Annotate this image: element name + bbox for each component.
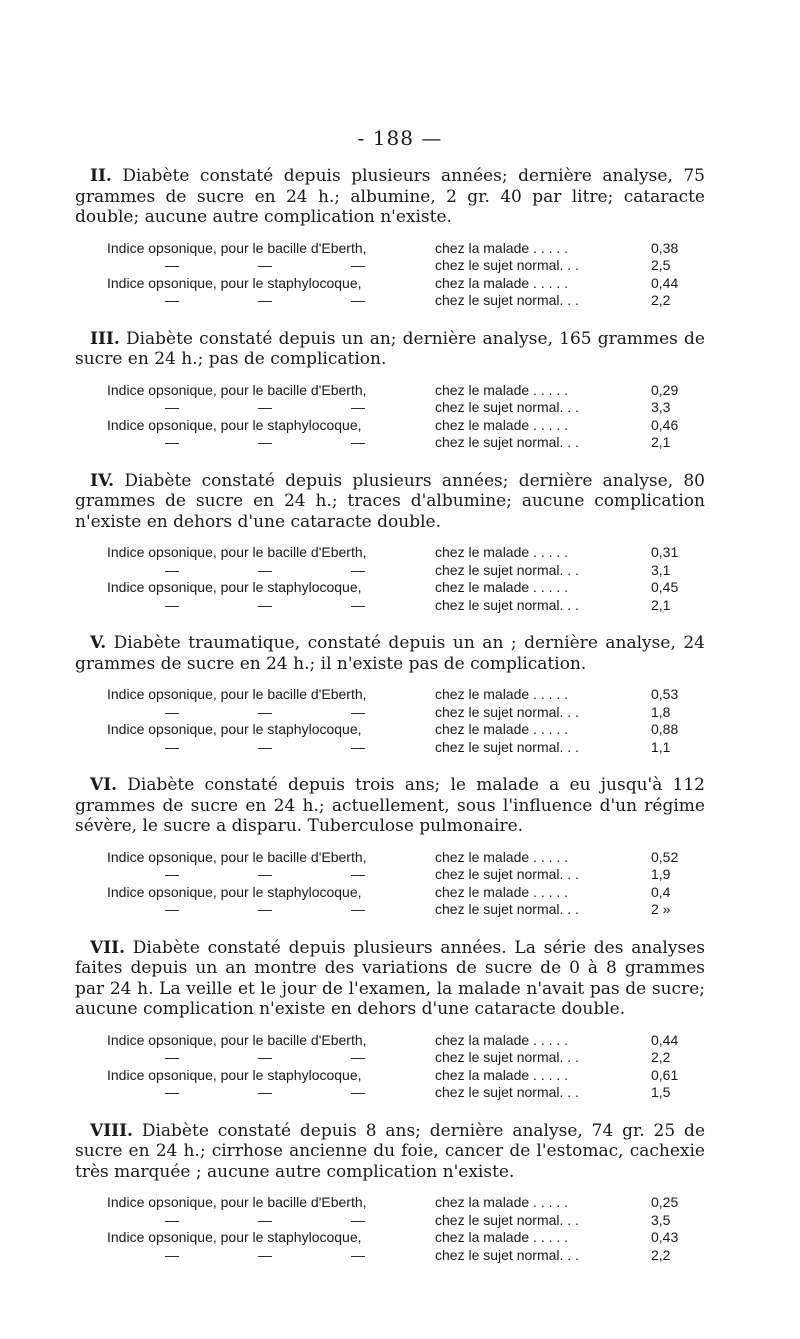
case-description: Diabète constaté depuis plusieurs années; dernière analyse, 75 grammes de sucre en 24 h.; albumine, 2 gr. 40 par litre; cataracte double; aucune autre complication n'existe.	[75, 166, 705, 227]
table-row	[75, 275, 705, 293]
opsonic-index-table	[75, 1032, 705, 1102]
ditto-dash: —	[351, 703, 365, 720]
ditto-dash: —	[258, 1049, 272, 1065]
subject-label: chez le sujet normal. . .	[435, 292, 579, 308]
index-value: 3,1	[651, 561, 671, 578]
table-row	[75, 849, 705, 867]
case-number: VIII.	[90, 1120, 133, 1141]
ditto-dash: —	[258, 257, 272, 273]
ditto-marks	[75, 866, 435, 882]
opsonic-index-table	[75, 544, 705, 614]
table-row	[75, 901, 705, 919]
index-label: Indice opsonique, pour le bacille d'Eberth,	[107, 1194, 367, 1210]
ditto-dash: —	[351, 1246, 365, 1263]
subject-label: chez le sujet normal. . .	[435, 1084, 579, 1100]
table-row	[75, 1049, 705, 1067]
table-row	[75, 1067, 705, 1085]
ditto-marks	[75, 562, 435, 578]
ditto-dash: —	[351, 866, 365, 882]
ditto-dash: —	[351, 292, 365, 308]
subject-label: chez la malade . . . . .	[435, 239, 569, 256]
table-row	[75, 399, 705, 417]
ditto-dash: —	[165, 901, 179, 917]
opsonic-index-table	[75, 1194, 705, 1264]
table-row	[75, 1229, 705, 1247]
index-label: Indice opsonique, pour le bacille d'Eberth,	[107, 686, 367, 702]
page-number: - 188 —	[357, 126, 443, 150]
subject-label: chez le malade . . . . .	[435, 721, 569, 737]
case-paragraph	[75, 166, 705, 228]
case-paragraph	[75, 938, 705, 1020]
subject-label: chez le sujet normal. . .	[435, 399, 579, 415]
index-value: 2 »	[651, 901, 671, 917]
ditto-dash: —	[351, 1084, 365, 1100]
subject-label: chez le sujet normal. . .	[435, 866, 579, 882]
case-paragraph	[75, 1121, 705, 1183]
index-label: Indice opsonique, pour le staphylocoque,	[107, 274, 362, 291]
table-row	[75, 544, 705, 562]
table-row	[75, 562, 705, 580]
case-paragraph	[75, 775, 705, 837]
index-label: Indice opsonique, pour le staphylocoque,	[107, 721, 362, 737]
ditto-dash: —	[165, 1246, 179, 1263]
ditto-dash: —	[165, 257, 179, 273]
subject-label: chez le malade . . . . .	[435, 579, 569, 595]
ditto-marks	[75, 434, 435, 450]
ditto-dash: —	[351, 561, 365, 578]
index-label: Indice opsonique, pour le staphylocoque,	[107, 1229, 362, 1245]
table-row	[75, 884, 705, 902]
ditto-marks	[75, 901, 435, 917]
subject-label: chez le malade . . . . .	[435, 848, 569, 865]
case-number: VII.	[90, 937, 126, 958]
subject-label: chez la malade . . . . .	[435, 1066, 569, 1083]
case-number: II.	[90, 166, 112, 186]
index-value: 0,61	[651, 1066, 679, 1083]
index-label: Indice opsonique, pour le bacille d'Eberth,	[107, 239, 367, 256]
ditto-dash: —	[351, 738, 365, 755]
table-row	[75, 579, 705, 597]
ditto-dash: —	[165, 292, 179, 308]
ditto-dash: —	[165, 399, 179, 415]
subject-label: chez le malade . . . . .	[435, 381, 569, 398]
subject-label: chez le sujet normal. . .	[435, 1049, 579, 1065]
ditto-dash: —	[165, 1084, 179, 1100]
ditto-dash: —	[258, 738, 272, 755]
ditto-marks	[75, 292, 435, 308]
ditto-dash: —	[351, 434, 365, 450]
ditto-marks	[75, 739, 435, 755]
subject-label: chez le malade . . . . .	[435, 544, 569, 560]
subject-label: chez le sujet normal. . .	[435, 596, 579, 613]
subject-label: chez le sujet normal. . .	[435, 257, 579, 273]
ditto-dash: —	[258, 399, 272, 415]
ditto-marks	[75, 704, 435, 720]
case-description: Diabète constaté depuis plusieurs années. La série des analyses faites depuis un an montre des variations de sucre de 0 à 8 grammes par 24 h. La veille et le jour de l'examen, la malade n'avait pas de sucre; aucune complication n'existe en dehors d'une cataracte double.	[75, 937, 705, 1019]
index-value: 3,3	[651, 399, 671, 415]
opsonic-index-table	[75, 240, 705, 310]
index-value: 0,43	[651, 1229, 679, 1245]
index-value: 0,44	[651, 1031, 679, 1048]
ditto-dash: —	[351, 596, 365, 613]
subject-label: chez le sujet normal. . .	[435, 703, 579, 720]
table-row	[75, 866, 705, 884]
index-value: 2,2	[651, 1246, 671, 1263]
ditto-dash: —	[258, 292, 272, 308]
index-value: 1,1	[651, 738, 671, 755]
case-number: VI.	[90, 775, 118, 795]
ditto-marks	[75, 1049, 435, 1065]
case-description: Diabète constaté depuis trois ans; le malade a eu jusqu'à 112 grammes de sucre en 24 h.; actuellement, sous l'influence d'un régime sévère, le sucre a disparu. Tuberculose pulmonaire.	[75, 775, 705, 836]
ditto-dash: —	[258, 1246, 272, 1263]
ditto-dash: —	[258, 703, 272, 720]
case-paragraph	[75, 633, 705, 674]
ditto-marks	[75, 1212, 435, 1228]
subject-label: chez le sujet normal. . .	[435, 1246, 579, 1263]
ditto-dash: —	[165, 1211, 179, 1228]
ditto-dash: —	[165, 561, 179, 578]
index-value: 1,5	[651, 1084, 671, 1100]
page-body	[75, 166, 705, 1283]
case-description: Diabète constaté depuis 8 ans; dernière analyse, 74 gr. 25 de sucre en 24 h.; cirrhose ancienne du foie, cancer de l'estomac, cachexie très marquée ; aucune autre complication n'existe.	[75, 1120, 705, 1182]
table-row	[75, 739, 705, 757]
index-value: 0,38	[651, 239, 679, 256]
subject-label: chez la malade . . . . .	[435, 1194, 569, 1210]
table-row	[75, 257, 705, 275]
index-label: Indice opsonique, pour le bacille d'Eberth,	[107, 381, 367, 398]
index-value: 2,1	[651, 434, 671, 450]
ditto-marks	[75, 399, 435, 415]
subject-label: chez le malade . . . . .	[435, 686, 569, 702]
table-row	[75, 434, 705, 452]
case-description: Diabète traumatique, constaté depuis un an ; dernière analyse, 24 grammes de sucre en 24 h.; il n'existe pas de complication.	[75, 633, 706, 674]
subject-label: chez le sujet normal. . .	[435, 901, 579, 917]
index-label: Indice opsonique, pour le staphylocoque,	[107, 1066, 362, 1083]
case-number: IV.	[90, 470, 115, 491]
table-row	[75, 686, 705, 704]
opsonic-index-table	[75, 382, 705, 452]
case-number: V.	[90, 633, 107, 653]
index-value: 2,1	[651, 596, 671, 613]
index-value: 0,88	[651, 721, 679, 737]
index-value: 1,9	[651, 866, 671, 882]
index-value: 2,2	[651, 292, 671, 308]
ditto-dash: —	[165, 866, 179, 882]
index-value: 0,4	[651, 883, 671, 900]
ditto-marks	[75, 597, 435, 613]
subject-label: chez la malade . . . . .	[435, 1229, 569, 1245]
index-value: 0,29	[651, 381, 679, 398]
index-value: 1,8	[651, 703, 671, 720]
table-row	[75, 1032, 705, 1050]
ditto-dash: —	[351, 901, 365, 917]
ditto-dash: —	[258, 596, 272, 613]
ditto-marks	[75, 1247, 435, 1263]
index-value: 0,31	[651, 544, 679, 560]
case-description: Diabète constaté depuis un an; dernière analyse, 165 grammes de sucre en 24 h.; pas de complication.	[75, 328, 705, 369]
subject-label: chez le malade . . . . .	[435, 883, 569, 900]
index-label: Indice opsonique, pour le staphylocoque,	[107, 579, 362, 595]
index-label: Indice opsonique, pour le staphylocoque,	[107, 416, 362, 433]
table-row	[75, 721, 705, 739]
index-label: Indice opsonique, pour le bacille d'Eberth,	[107, 1031, 367, 1048]
index-value: 3,5	[651, 1211, 671, 1228]
index-value: 2,5	[651, 257, 671, 273]
table-row	[75, 292, 705, 310]
ditto-dash: —	[351, 399, 365, 415]
index-label: Indice opsonique, pour le bacille d'Eberth,	[107, 848, 367, 865]
ditto-dash: —	[165, 703, 179, 720]
index-value: 0,25	[651, 1194, 679, 1210]
table-row	[75, 1247, 705, 1265]
ditto-dash: —	[258, 1084, 272, 1100]
subject-label: chez le sujet normal. . .	[435, 561, 579, 578]
ditto-dash: —	[258, 866, 272, 882]
index-value: 0,53	[651, 686, 679, 702]
subject-label: chez le malade . . . . .	[435, 416, 569, 433]
ditto-dash: —	[258, 561, 272, 578]
ditto-dash: —	[258, 901, 272, 917]
table-row	[75, 1212, 705, 1230]
index-value: 2,2	[651, 1049, 671, 1065]
index-value: 0,44	[651, 274, 679, 291]
table-row	[75, 704, 705, 722]
table-row	[75, 597, 705, 615]
case-paragraph	[75, 471, 705, 533]
ditto-dash: —	[351, 257, 365, 273]
ditto-dash: —	[258, 1211, 272, 1228]
index-value: 0,45	[651, 579, 679, 595]
table-row	[75, 1194, 705, 1212]
subject-label: chez le sujet normal. . .	[435, 1211, 579, 1228]
ditto-dash: —	[165, 596, 179, 613]
ditto-dash: —	[165, 1049, 179, 1065]
index-value: 0,46	[651, 416, 679, 433]
ditto-marks	[75, 257, 435, 273]
ditto-marks	[75, 1084, 435, 1100]
ditto-dash: —	[351, 1049, 365, 1065]
table-row	[75, 417, 705, 435]
ditto-dash: —	[351, 1211, 365, 1228]
subject-label: chez le sujet normal. . .	[435, 434, 579, 450]
opsonic-index-table	[75, 849, 705, 919]
subject-label: chez la malade . . . . .	[435, 1031, 569, 1048]
ditto-dash: —	[165, 434, 179, 450]
subject-label: chez la malade . . . . .	[435, 274, 569, 291]
index-value: 0,52	[651, 848, 679, 865]
ditto-dash: —	[165, 738, 179, 755]
table-row	[75, 1084, 705, 1102]
opsonic-index-table	[75, 686, 705, 756]
table-row	[75, 240, 705, 258]
case-number: III.	[90, 328, 120, 349]
index-label: Indice opsonique, pour le staphylocoque,	[107, 883, 362, 900]
index-label: Indice opsonique, pour le bacille d'Eberth,	[107, 544, 367, 560]
case-description: Diabète constaté depuis plusieurs années; dernière analyse, 80 grammes de sucre en 24 h.; traces d'albumine; aucune complication n'existe en dehors d'une cataracte double.	[75, 470, 706, 532]
case-paragraph	[75, 329, 705, 370]
ditto-dash: —	[258, 434, 272, 450]
table-row	[75, 382, 705, 400]
subject-label: chez le sujet normal. . .	[435, 738, 579, 755]
